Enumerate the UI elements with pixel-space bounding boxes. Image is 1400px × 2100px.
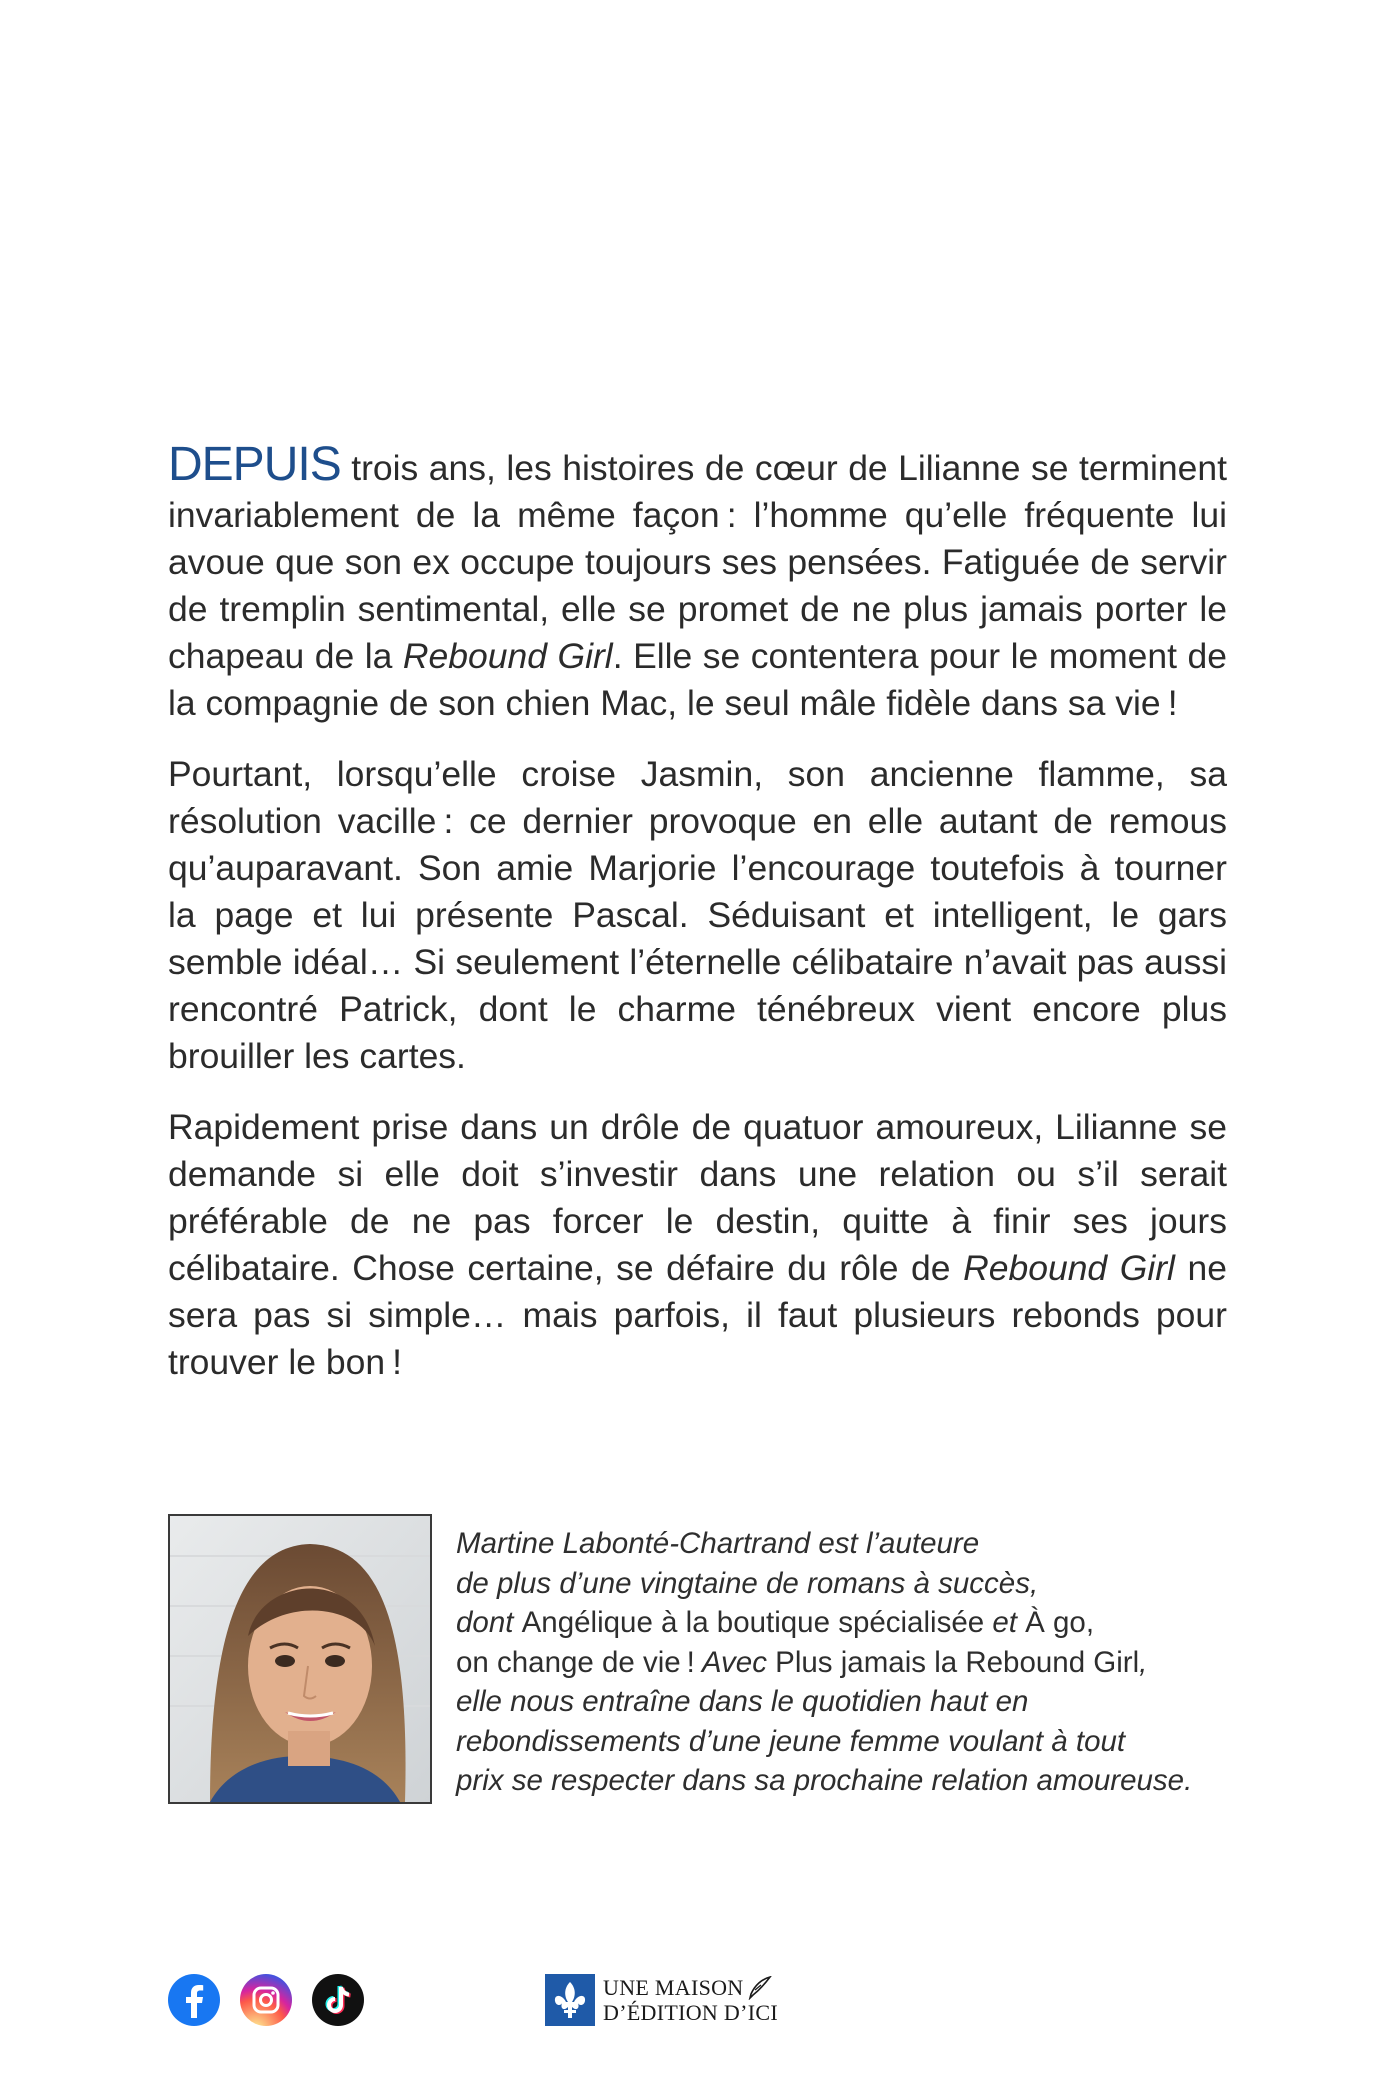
publisher-name bbox=[603, 1975, 778, 2025]
tiktok-icon[interactable] bbox=[312, 1974, 364, 2026]
book-title-mention: Plus jamais la Rebound Girl bbox=[775, 1645, 1140, 1679]
blurb-text: trois ans, les histoires de cœur de Lilianne se terminent invariablement de la même façon : l’homme qu’elle fréquente lui avoue que son ex occupe toujours ses pensées. Fatiguée de servir de tremplin sentimental, elle se promet de ne plus jamais porter le chapeau de la bbox=[168, 448, 1227, 676]
blurb-text: . Elle se contentera pour le moment de la compagnie de son chien Mac, le seul mâle fidèle dans sa vie ! bbox=[168, 636, 1228, 723]
book-title-mention: Angélique à la boutique spécialisée bbox=[521, 1606, 985, 1639]
lead-word: DEPUIS bbox=[168, 438, 341, 491]
author-bio bbox=[456, 1524, 1256, 1801]
book-title-mention: Rebound Girl bbox=[963, 1248, 1175, 1288]
blurb-text: Rapidement prise dans un drôle de quatuor amoureux, Lilianne se demande si elle doit s’investir dans une relation ou s’il serait préférable de ne pas forcer le destin, quitte à finir ses jours célibataire. Chose certaine, se défaire du rôle de bbox=[168, 1107, 1227, 1288]
quill-icon bbox=[746, 1976, 772, 2000]
bio-text: Avec bbox=[694, 1645, 776, 1679]
bio-line: Martine Labonté-Chartrand est l’auteure bbox=[456, 1527, 980, 1560]
back-cover-blurb bbox=[168, 438, 1228, 1410]
bio-text: dont bbox=[456, 1606, 522, 1639]
bio-line: de plus d’une vingtaine de romans à succès, bbox=[456, 1566, 1039, 1600]
bio-line: elle nous entraîne dans le quotidien haut en bbox=[456, 1685, 1029, 1718]
blurb-paragraph-3 bbox=[168, 1104, 1227, 1386]
book-title-mention: on change de vie ! bbox=[456, 1645, 695, 1679]
bio-text: et bbox=[984, 1606, 1026, 1639]
blurb-paragraph-2: Pourtant, lorsqu’elle croise Jasmin, son ancienne flamme, sa résolution vacille : ce dernier provoque en elle autant de remous qu’auparavant. Son amie Marjorie l’encourage toutefois à tourner la page et lui présente Pascal. Séduisant et intelligent, le gars semble idéal… Si seulement l’éternelle célibataire n’avait pas aussi rencontré Patrick, dont le charme ténébreux vient encore plus brouiller les cartes. bbox=[168, 754, 1227, 1076]
facebook-icon[interactable] bbox=[168, 1974, 220, 2026]
bio-text: , bbox=[1139, 1645, 1148, 1679]
author-photo bbox=[168, 1514, 432, 1804]
instagram-icon[interactable] bbox=[240, 1974, 292, 2026]
fleur-de-lis-icon bbox=[545, 1974, 595, 2026]
book-title-mention: Rebound Girl bbox=[402, 636, 613, 676]
bio-line: rebondissements d’une jeune femme voulant à tout bbox=[456, 1724, 1126, 1758]
blurb-text: ne sera pas si simple… mais parfois, il faut plusieurs rebonds pour trouver le bon ! bbox=[168, 1248, 1227, 1382]
social-links bbox=[168, 1974, 364, 2026]
publisher-line: D’ÉDITION D’ICI bbox=[603, 2000, 778, 2025]
publisher-line: UNE MAISON bbox=[603, 1975, 744, 2000]
blurb-paragraph-1 bbox=[168, 438, 1228, 727]
publisher-logo bbox=[545, 1974, 778, 2026]
book-title-mention: À go, bbox=[1025, 1606, 1095, 1639]
bio-line: prix se respecter dans sa prochaine relation amoureuse. bbox=[456, 1764, 1193, 1797]
